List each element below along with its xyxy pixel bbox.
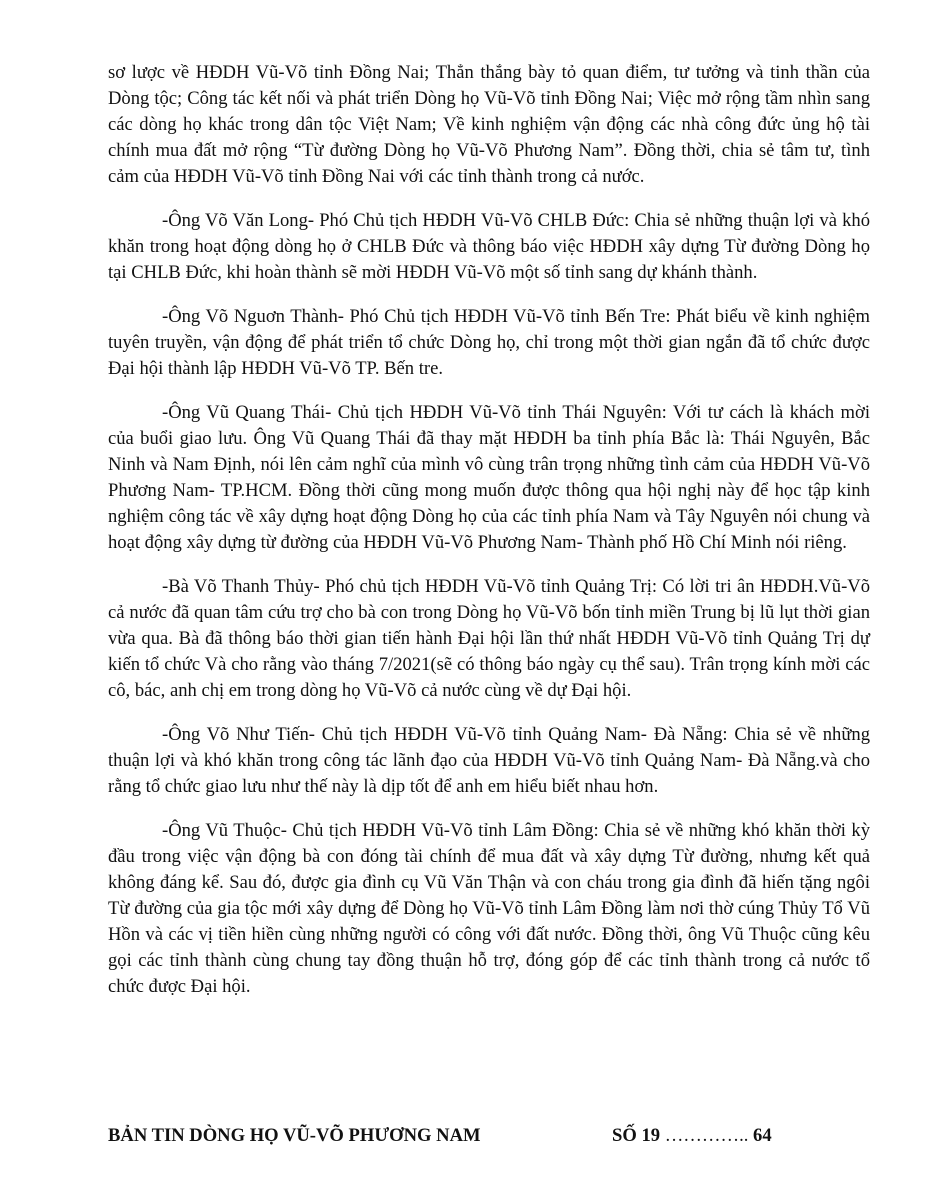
paragraph-vu-quang-thai: -Ông Vũ Quang Thái- Chủ tịch HĐDH Vũ-Võ tỉnh Thái Nguyên: Với tư cách là khách mời của buổi giao lưu. Ông Vũ Quang Thái đã thay mặt HĐDH ba tỉnh phía Bắc là: Thái Nguyên, Bắc Ninh và Nam Định, nói lên cảm nghĩ của mình vô cùng trân trọng những tình cảm của HĐDH Vũ-Võ Phương Nam- TP.HCM. Đồng thời cũng mong muốn được thông qua hội nghị này để học tập kinh nghiệm công tác về xây dựng hoạt động Dòng họ của các tỉnh phía Nam và Tây Nguyên nói chung và hoạt động xây dựng từ đường của HĐDH Vũ-Võ Phương Nam- Thành phố Hồ Chí Minh nói riêng. [108,402,870,553]
page-number: 64 [753,1125,772,1146]
paragraph-vo-thanh-thuy: -Bà Võ Thanh Thủy- Phó chủ tịch HĐDH Vũ-Võ tỉnh Quảng Trị: Có lời tri ân HĐDH.Vũ-Võ cả nước đã quan tâm cứu trợ cho bà con trong Dòng họ Vũ-Võ bốn tỉnh miền Trung bị lũ lụt thời gian vừa qua. Bà đã thông báo thời gian tiến hành Đại hội lần thứ nhất HĐDH Vũ-Võ tỉnh Quảng Trị dự kiến tổ chức Và cho rằng vào tháng 7/2021(sẽ có thông báo ngày cụ thể sau). Trân trọng kính mời các cô, bác, anh chị em trong dòng họ Vũ-Võ cả nước cùng về dự Đại hội. [108,576,870,701]
bulletin-title: BẢN TIN DÒNG HỌ VŨ-VÕ PHƯƠNG NAM [108,1125,481,1146]
issue-info [612,1124,772,1148]
paragraph-vo-van-long: -Ông Võ Văn Long- Phó Chủ tịch HĐDH Vũ-Võ CHLB Đức: Chia sẻ những thuận lợi và khó khăn trong hoạt động dòng họ ở CHLB Đức và thông báo việc HĐDH xây dựng Từ đường Dòng họ tại CHLB Đức, khi hoàn thành sẽ mời HĐDH Vũ-Võ một số tỉnh sang dự khánh thành. [108,210,870,283]
paragraph-vu-thuoc: -Ông Vũ Thuộc- Chủ tịch HĐDH Vũ-Võ tỉnh Lâm Đồng: Chia sẻ về những khó khăn thời kỳ đầu trong việc vận động bà con đóng tài chính để mua đất và xây dựng Từ đường, nhưng kết quả không đáng kể. Sau đó, được gia đình cụ Vũ Văn Thận và con cháu trong gia đình đã hiến tặng ngôi Từ đường của gia tộc mới xây dựng để Dòng họ Vũ-Võ tỉnh Lâm Đồng làm nơi thờ cúng Thủy Tổ Vũ Hồn và các vị tiền hiền cùng những người có công với đất nước. Đồng thời, ông Vũ Thuộc cũng kêu gọi các tỉnh thành cùng chung tay đồng thuận hỗ trợ, đóng góp để các tỉnh thành trong cả nước tổ chức được Đại hội. [108,820,870,997]
paragraph-dong-nai-continuation: sơ lược về HĐDH Vũ-Võ tỉnh Đồng Nai; Thẳn thắng bày tỏ quan điểm, tư tưởng và tinh thần của Dòng tộc; Công tác kết nối và phát triển Dòng họ Vũ-Võ tỉnh Đồng Nai; Việc mở rộng tầm nhìn sang các dòng họ khác trong dân tộc Việt Nam; Về kinh nghiệm vận động các nhà công đức ủng hộ tài chính mua đất mở rộng “Từ đường Dòng họ Vũ-Võ Phương Nam”. Đồng thời, chia sẻ tâm tư, tình cảm của HĐDH Vũ-Võ tỉnh Đồng Nai với các tỉnh thành trong cả nước. [108,62,870,187]
paragraph-vo-nhu-tien: -Ông Võ Như Tiến- Chủ tịch HĐDH Vũ-Võ tỉnh Quảng Nam- Đà Nẵng: Chia sẻ về những thuận lợi và khó khăn trong công tác lãnh đạo của HĐDH Vũ-Võ tỉnh Quảng Nam- Đà Nẵng.và cho rằng tổ chức giao lưu như thế này là dịp tốt để anh em hiểu biết nhau hơn. [108,724,870,797]
leader-dots: ………….. [664,1125,749,1146]
issue-label: SỐ 19 [612,1125,661,1146]
document-body [108,60,870,1018]
paragraph-vo-nguon-thanh: -Ông Võ Nguơn Thành- Phó Chủ tịch HĐDH Vũ-Võ tỉnh Bến Tre: Phát biểu về kinh nghiệm tuyên truyền, vận động để phát triển tổ chức Dòng họ, chỉ trong một thời gian ngắn đã tổ chức được Đại hội thành lập HĐDH Vũ-Võ TP. Bến tre. [108,306,870,379]
